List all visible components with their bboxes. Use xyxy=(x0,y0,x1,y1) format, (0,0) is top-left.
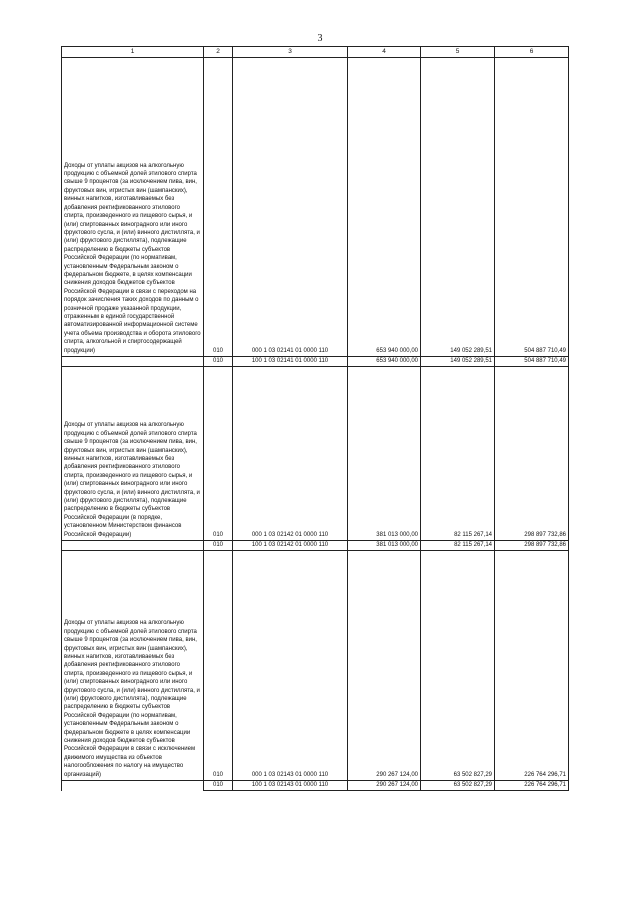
row-executed-amount: 63 502 827,29 xyxy=(421,781,495,791)
row-line-code: 010 xyxy=(204,781,233,791)
row-line-code: 010 xyxy=(204,551,233,781)
row-unexecuted-amount: 504 887 710,49 xyxy=(495,357,569,367)
row-unexecuted-amount: 226 764 296,71 xyxy=(495,551,569,781)
row-unexecuted-amount: 298 897 732,86 xyxy=(495,541,569,551)
column-header: 6 xyxy=(495,47,569,58)
row-classification-code: 100 1 03 02143 01 0000 110 xyxy=(233,781,348,791)
row-line-code: 010 xyxy=(204,357,233,367)
table-row xyxy=(62,551,569,781)
column-header: 5 xyxy=(421,47,495,58)
header-row xyxy=(62,47,569,58)
report-table xyxy=(61,46,569,791)
column-header: 4 xyxy=(348,47,421,58)
column-header: 2 xyxy=(204,47,233,58)
row-unexecuted-amount: 298 897 732,86 xyxy=(495,367,569,541)
row-executed-amount: 82 115 267,14 xyxy=(421,541,495,551)
row-plan-amount: 290 267 124,00 xyxy=(348,551,421,781)
row-plan-amount: 381 013 000,00 xyxy=(348,541,421,551)
row-classification-code: 000 1 03 02141 01 0000 110 xyxy=(233,58,348,357)
row-description: Доходы от уплаты акцизов на алкогольную продукцию с объемной долей этилового спирта свыше 9 процентов (за исключением пива, вин, фруктовых вин, игристых вин (шампанских), винных напитков, изготавливаемых без добавления ректификованного этилового спирта, произведенного из пищевого сырья, и (или) спиртованных виноградного или иного фруктового сусла, и (или) винного дистиллята, и (или) фруктового дистиллята), подлежащие распределению в бюджеты субъектов Российской Федерации (в порядке, установленном Министерством финансов Российской Федерации) xyxy=(62,367,204,541)
row-executed-amount: 82 115 267,14 xyxy=(421,367,495,541)
page-number: 3 xyxy=(317,33,323,44)
table-row xyxy=(62,58,569,357)
row-unexecuted-amount: 226 764 296,71 xyxy=(495,781,569,791)
row-executed-amount: 63 502 827,29 xyxy=(421,551,495,781)
row-classification-code: 000 1 03 02143 01 0000 110 xyxy=(233,551,348,781)
table-row xyxy=(62,781,569,791)
row-plan-amount: 381 013 000,00 xyxy=(348,367,421,541)
row-description: Доходы от уплаты акцизов на алкогольную продукцию с объемной долей этилового спирта свыше 9 процентов (за исключением пива, вин, фруктовых вин, игристых вин (шампанских), винных напитков, изготавливаемых без добавления ректификованного этилового спирта, произведенного из пищевого сырья, и (или) спиртованных виноградного или иного фруктового сусла, и (или) винного дистиллята, и (или) фруктового дистиллята), подлежащие распределению в бюджеты субъектов Российской Федерации (по нормативам, установленным Федеральным законом о федеральном бюджете в целях компенсации снижения доходов бюджетов субъектов Российской Федерации в связи с исключением движимого имущества из объектов налогообложения по налогу на имущество организаций) xyxy=(62,551,204,781)
row-classification-code: 100 1 03 02142 01 0000 110 xyxy=(233,541,348,551)
row-executed-amount: 149 052 289,51 xyxy=(421,357,495,367)
table-row xyxy=(62,357,569,367)
table-row xyxy=(62,541,569,551)
row-line-code: 010 xyxy=(204,367,233,541)
row-executed-amount: 149 052 289,51 xyxy=(421,58,495,357)
row-unexecuted-amount: 504 887 710,49 xyxy=(495,58,569,357)
column-header: 3 xyxy=(233,47,348,58)
row-description: Доходы от уплаты акцизов на алкогольную продукцию с объемной долей этилового спирта свыше 9 процентов (за исключением пива, вин, фруктовых вин, игристых вин (шампанских), винных напитков, изготавливаемых без добавления ректификованного этилового спирта, произведенного из пищевого сырья, и (или) спиртованных виноградного или иного фруктового сусла, и (или) винного дистиллята, и (или) фруктового дистиллята), подлежащие распределению в бюджеты субъектов Российской Федерации (по нормативам, установленным Федеральным законом о федеральном бюджете, в целях компенсации снижения доходов бюджетов субъектов Российской Федерации в связи с переходом на порядок зачисления таких доходов по данным о розничной продаже указанной продукции, отраженным в единой государственной автоматизированной информационной системе учета объема производства и оборота этилового спирта, алкогольной и спиртосодержащей продукции) xyxy=(62,58,204,357)
row-plan-amount: 290 267 124,00 xyxy=(348,781,421,791)
row-line-code: 010 xyxy=(204,541,233,551)
row-plan-amount: 653 940 000,00 xyxy=(348,357,421,367)
row-classification-code: 100 1 03 02141 01 0000 110 xyxy=(233,357,348,367)
row-plan-amount: 653 940 000,00 xyxy=(348,58,421,357)
table-row xyxy=(62,367,569,541)
row-line-code: 010 xyxy=(204,58,233,357)
column-header: 1 xyxy=(62,47,204,58)
row-classification-code: 000 1 03 02142 01 0000 110 xyxy=(233,367,348,541)
